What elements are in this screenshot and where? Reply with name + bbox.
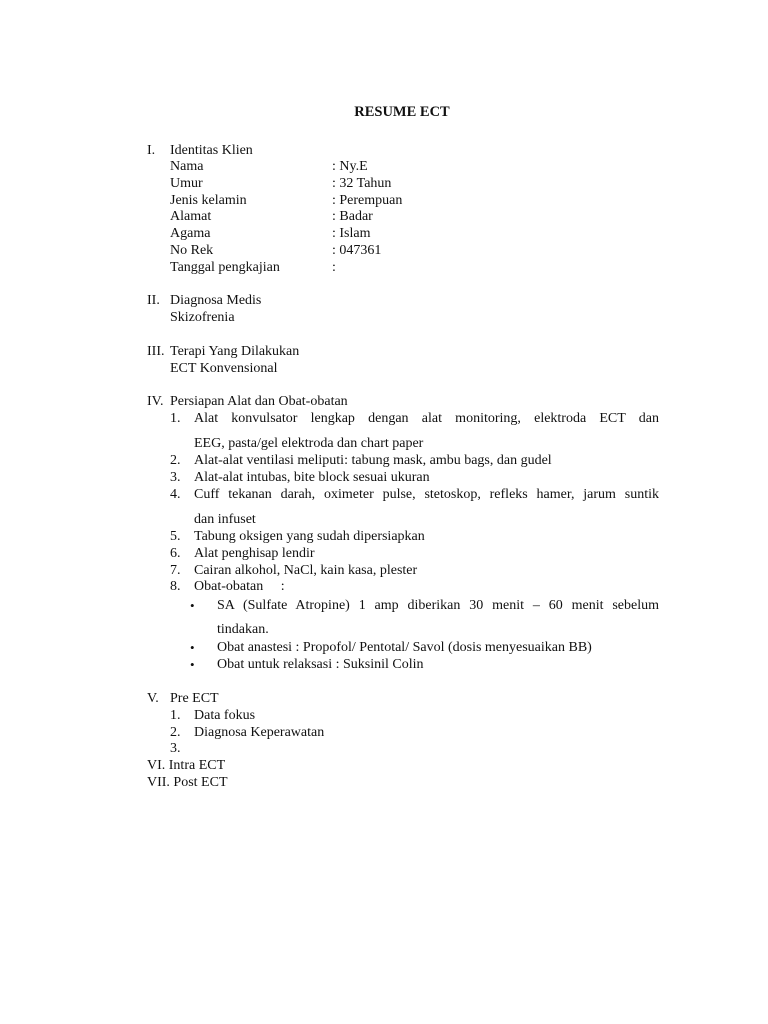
field-label: No Rek	[170, 243, 214, 258]
section-number: I.	[147, 143, 156, 158]
list-number: 6.	[170, 546, 181, 561]
field-value: : Perempuan	[332, 193, 403, 208]
list-item: Alat konvulsator lengkap dengan alat monitoring, elektroda ECT dan	[194, 411, 659, 426]
field-value: : Islam	[332, 226, 371, 241]
list-item: Alat-alat intubas, bite block sesuai ukuran	[194, 470, 430, 485]
list-number: 1.	[170, 411, 181, 426]
field-label: Tanggal pengkajian	[170, 260, 280, 275]
bullet-item: Obat untuk relaksasi : Suksinil Colin	[217, 657, 424, 672]
list-item: Cairan alkohol, NaCl, kain kasa, plester	[194, 563, 418, 578]
list-number: 8.	[170, 579, 181, 594]
list-item-continuation: EEG, pasta/gel elektroda dan chart paper	[194, 436, 424, 451]
section-heading: Identitas Klien	[170, 143, 253, 158]
section-number: III.	[147, 344, 165, 359]
section-number: II.	[147, 293, 160, 308]
field-value: :	[332, 260, 336, 275]
section-body: Skizofrenia	[170, 310, 235, 325]
section-heading: Diagnosa Medis	[170, 293, 262, 308]
section-heading: Persiapan Alat dan Obat-obatan	[170, 394, 348, 409]
list-item: Obat-obatan :	[194, 579, 285, 594]
field-value: : Badar	[332, 209, 373, 224]
list-item: Data fokus	[194, 708, 256, 723]
section-heading: Terapi Yang Dilakukan	[170, 344, 300, 359]
list-number: 3.	[170, 741, 181, 756]
list-item: Diagnosa Keperawatan	[194, 725, 325, 740]
field-value: : 047361	[332, 243, 382, 258]
section-heading: VI. Intra ECT	[147, 758, 226, 773]
list-number: 1.	[170, 708, 181, 723]
list-number: 3.	[170, 470, 181, 485]
bullet-icon: •	[190, 657, 195, 672]
bullet-icon: •	[190, 598, 195, 613]
field-label: Jenis kelamin	[170, 193, 247, 208]
section-body: ECT Konvensional	[170, 361, 278, 376]
list-item-continuation: dan infuset	[194, 512, 256, 527]
section-heading: Pre ECT	[170, 691, 219, 706]
list-number: 2.	[170, 725, 181, 740]
section-number: IV.	[147, 394, 164, 409]
list-number: 7.	[170, 563, 181, 578]
list-item: Cuff tekanan darah, oximeter pulse, stetoskop, refleks hamer, jarum suntik	[194, 487, 659, 502]
bullet-icon: •	[190, 640, 195, 655]
list-number: 2.	[170, 453, 181, 468]
field-value: : Ny.E	[332, 159, 368, 174]
field-label: Nama	[170, 159, 204, 174]
field-label: Agama	[170, 226, 211, 241]
list-number: 4.	[170, 487, 181, 502]
list-item: Tabung oksigen yang sudah dipersiapkan	[194, 529, 425, 544]
bullet-item: SA (Sulfate Atropine) 1 amp diberikan 30 menit – 60 menit sebelum	[217, 598, 659, 613]
bullet-item-continuation: tindakan.	[217, 622, 269, 637]
list-item: Alat penghisap lendir	[194, 546, 315, 561]
section-number: V.	[147, 691, 159, 706]
field-label: Umur	[170, 176, 203, 191]
list-number: 5.	[170, 529, 181, 544]
document-title: RESUME ECT	[354, 104, 450, 120]
field-label: Alamat	[170, 209, 212, 224]
field-value: : 32 Tahun	[332, 176, 392, 191]
section-heading: VII. Post ECT	[147, 775, 228, 790]
bullet-item: Obat anastesi : Propofol/ Pentotal/ Savol (dosis menyesuaikan BB)	[217, 640, 592, 655]
list-item: Alat-alat ventilasi meliputi: tabung mask, ambu bags, dan gudel	[194, 453, 552, 468]
